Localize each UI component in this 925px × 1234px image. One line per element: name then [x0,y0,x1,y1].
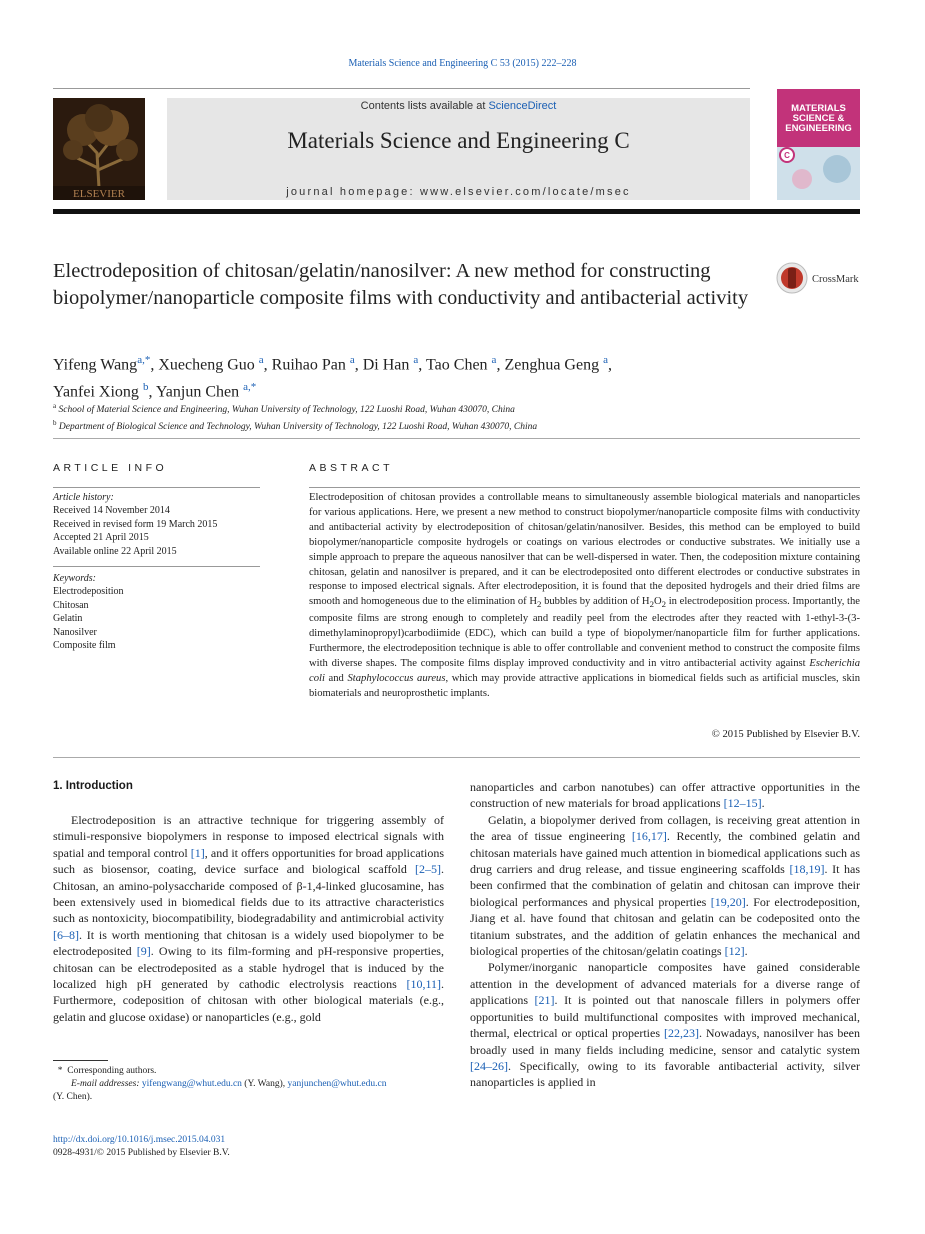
abstract-heading: ABSTRACT [309,462,394,474]
header-divider [53,88,750,89]
author[interactable]: Xuecheng Guo [158,356,255,374]
email-link[interactable]: yifengwang@whut.edu.cn [141,1079,242,1089]
affiliations [53,400,843,434]
body-divider [53,757,860,758]
doi-link[interactable]: http://dx.doi.org/10.1016/j.msec.2015.04.031 [53,1135,226,1145]
body-column-left [53,812,444,1025]
reference-link[interactable]: [9] [136,944,151,959]
intro-paragraph-2: Gelatin, a biopolymer derived from collagen, is receiving great attention in the area of tissue engineering [16,17]. Recently, the combined gelatin and chitosan materials have gained much attention in biomedical applications such as drug carriers and drug release, and tissue engineering scaffolds [18,19]. It has been confirmed that the combination of gelatin and chitosan can improve their biological performances and physical properties [19,20]. For electrodeposition, Jiang et al. have found that chitosan and gelatin can be codeposited onto the titanium substrates, and the addition of gelatin enhances the mechanical and biological properties of the chitosan/gelatin coatings [12]. [470,812,861,959]
contents-line: Contents lists available at ScienceDirect [360,100,557,112]
sciencedirect-link[interactable]: ScienceDirect [488,100,557,112]
corresponding-footnote: * Corresponding authors. E-mail addresses: yifengwang@whut.edu.cn (Y. Wang), yanjunchen@whut.edu.cn (Y. Chen). [53,1066,387,1102]
keyword: Electrodeposition [53,586,124,598]
history-online: Available online 22 April 2015 [53,545,177,557]
header-thick-rule [53,209,860,214]
history-revised: Received in revised form 19 March 2015 [53,518,218,530]
reference-link[interactable]: [10,11] [406,977,441,992]
reference-link[interactable]: [22,23] [663,1026,699,1041]
email-link[interactable]: yanjunchen@whut.edu.cn [287,1079,387,1089]
reference-link[interactable]: [2–5] [415,862,441,877]
affiliation-b: $^b$ Department of Biological Science and Technology, Wuhan University of Technology, 122 Luoshi Road, Wuhan 430070, China [53,419,538,433]
intro-paragraph-cont: nanoparticles and carbon nanotubes) can offer attractive opportunities in the construction of new materials for broad applications [12–15]. [470,780,860,811]
reference-link[interactable]: [19,20] [710,894,746,909]
footnote-rule [53,1060,108,1061]
author[interactable]: Tao Chen [426,356,488,374]
cover-artwork [777,147,860,200]
affiliation-a: $^a$ School of Material Science and Engineering, Wuhan University of Technology, 122 Luoshi Road, Wuhan 430070, China [53,402,515,416]
reference-link[interactable]: [6–8] [53,927,79,942]
history-received: Received 14 November 2014 [53,505,170,517]
author[interactable]: Yanfei Xiong [53,383,139,401]
reference-link[interactable]: [21] [534,993,555,1008]
crossmark-icon [788,268,796,288]
body-column-right [470,779,860,1091]
cover-badge: C [784,151,790,160]
cover-title: MATERIALS SCIENCE & ENGINEERING [777,89,860,147]
reference-link[interactable]: [12] [724,944,745,959]
section-heading-introduction: 1. Introduction [53,780,133,792]
journal-cover-thumbnail[interactable] [777,89,860,200]
article-info-heading: ARTICLE INFO [53,462,168,474]
issn-line: 0928-4931/© 2015 Published by Elsevier B.V. [53,1148,230,1158]
keyword: Gelatin [53,613,83,625]
keyword: Nanosilver [53,626,97,638]
journal-citation[interactable]: Materials Science and Engineering C 53 (2015) 222–228 [348,58,577,69]
journal-homepage[interactable]: journal homepage: www.elsevier.com/locate/msec [286,186,631,198]
abstract-rule [309,487,860,488]
author[interactable]: Yifeng Wang [53,356,138,374]
author[interactable]: Yanjun Chen [155,383,240,401]
journal-title: Materials Science and Engineering C [287,128,630,153]
keyword: Chitosan [53,599,89,611]
history-accepted: Accepted 21 April 2015 [53,532,149,544]
author[interactable]: Zenghua Geng [504,356,600,374]
author-list: Yifeng Wang$^{a,*}$, Xuecheng Guo $^a$, Ruihao Pan $^a$, Di Han $^a$, Tao Chen $^a$, Zenghua Geng $^a$, Yanfei Xiong $^b$, Yanjun Chen $^{a,*}$ [53,354,612,401]
paper-title: Electrodeposition of chitosan/gelatin/nanosilver: A new method for constructing biopolymer/nanoparticle composite films with conductivity and antibacterial activity [53,260,749,309]
reference-link[interactable]: [12–15] [723,796,762,811]
intro-paragraph-1: Electrodeposition is an attractive technique for triggering assembly of stimuli-responsive biopolymers in response to imposed electrical signals with spatial and temporal control [1], and it offers opportunities for broad applications such as biosensor, coating, device surface and biological scaffold [2–5]. Chitosan, an amino-polysaccharide composed of β-1,4-linked glucosamine, has been extensively used in biomedical fields due to its attractive characteristics such as nontoxicity, biocompatibility, biodegradability and antimicrobial activity [6–8]. It is worth mentioning that chitosan is a widely used biopolymer to be electrodeposited [9]. Owing to its film-forming and pH-responsive properties, chitosan can be electrodeposited as a stable hydrogel that is induced by the localized high pH generated by cathodic electrolysis reactions [10,11]. Furthermore, codeposition of chitosan with other biological materials (e.g., gelatin and glucose oxidase) or nanoparticles (e.g., gold [53,813,445,1024]
crossmark-badge[interactable] [776,261,866,295]
crossmark-label: CrossMark [812,274,859,285]
abstract-text: Electrodeposition of chitosan provides a controllable means to simultaneously assemble biological materials and nanoparticles for various applications. Here, we present a new method to construct biopolymer/nanoparticle composite films with conductivity and antibacterial activity by electrodeposition of chitosan/gelatin/nanosilver. Besides, this method can be employed to build biopolymer/nanoparticle composite hydrogels or coatings on various electrodes or conductive substrates. We initially use a simple approach to prepare the aqueous nanosilver that can be well-dispersed in water. Then, the codeposition mixture containing chitosan, gelatin and nanosilver is prepared, and it can be electrodeposited onto different electrodes or conductive substrates in response to imposed electrical signals. After electrodeposition, it is found that the deposited hydrogels and their dried films are smooth and homogeneous due to the elimination of $H_2$ bubbles by addition of $H_2O_2$ in electrodeposition process. Importantly, the composite films are strong enough to completely and readily peel from the electrodes after they reacted with 1-ethyl-3-(3-dimethylaminopropyl)carbodiimide (EDC), which can build a type of biopolymer/nanoparticle film for further applications. Furthermore, the electrodeposition technique is able to offer controllable and convenient method to construct the composite films with diverse shapes. The composite films display improved conductivity and in vitro antibacterial activity against Escherichia coli and Staphylococcus aureus, which may provide attractive applications in biomedical fields such as artificial muscles, skin biomaterials and neuroprosthetic implants. [309,492,860,699]
article-info-rule [53,566,260,567]
elsevier-logo[interactable] [53,98,145,200]
author[interactable]: Di Han [362,356,410,374]
intro-paragraph-3: Polymer/inorganic nanoparticle composites have gained considerable attention in the development of advanced materials for a diverse range of applications [21]. It is pointed out that nanoscale fillers in polymers offer opportunities to build multifunctional composites with improved mechanical, thermal, electrical or optical properties [22,23]. Nowadays, nanosilver has been broadly used in many fields including medicine, sensor and catalytic system [24–26]. Specifically, owing to its favorable antibacterial activity, silver nanoparticles is applied in [470,960,861,1090]
section-divider [53,438,860,439]
article-info-rule [53,487,260,488]
keyword: Composite film [53,640,116,652]
keywords: Keywords: Electrodeposition Chitosan Gelatin Nanosilver Composite film [53,572,263,652]
reference-link[interactable]: [16,17] [631,829,667,844]
reference-link[interactable]: [18,19] [789,862,825,877]
abstract-copyright: © 2015 Published by Elsevier B.V. [711,729,860,740]
reference-link[interactable]: [24–26] [470,1058,508,1073]
page-footer [53,1134,453,1160]
reference-link[interactable]: [1] [190,845,205,860]
article-history: Article history: Received 14 November 2014 Received in revised form 19 March 2015 Accepted 21 April 2015 Available online 22 April 2015 [53,491,263,558]
elsevier-wordmark: ELSEVIER [73,188,125,200]
author[interactable]: Ruihao Pan [271,356,346,374]
